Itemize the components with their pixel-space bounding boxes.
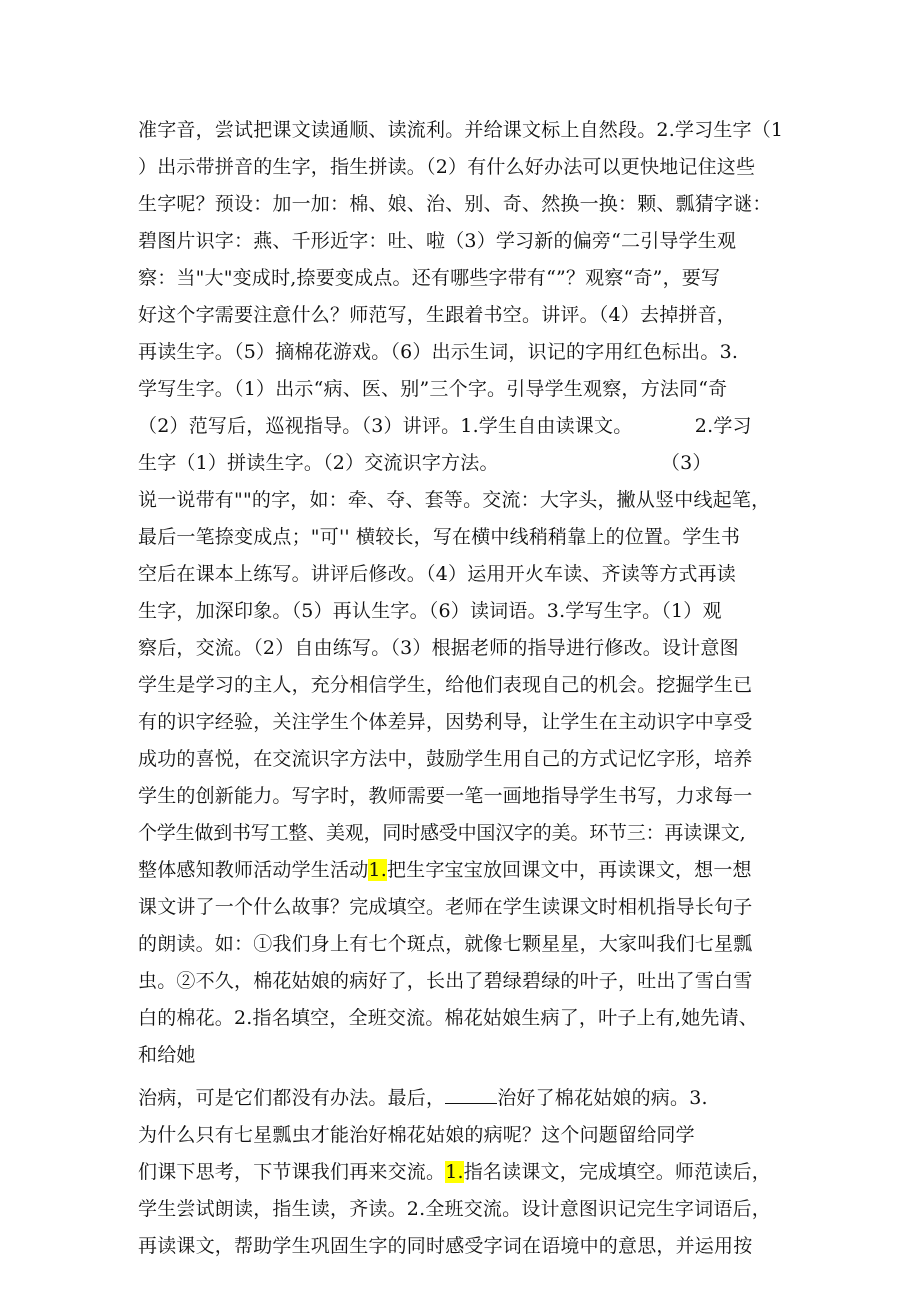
fill-in-blank bbox=[445, 1087, 497, 1104]
text-line: 最后一笔捺变成点；"可'' 横较长，写在横中线稍稍靠上的位置。学生书 bbox=[138, 526, 741, 548]
text-line: 有的识字经验，关注学生个体差异，因势利导，让学生在主动识字中享受 bbox=[138, 711, 753, 733]
text-line: 碧图片识字：燕、千形近字：吐、啦（3）学习新的偏旁“二引导学生观 bbox=[138, 230, 737, 252]
text-line: 察后，交流。（2）自由练写。（3）根据老师的指导进行修改。设计意图 bbox=[138, 637, 739, 659]
text-line: 学生的创新能力。写字时，教师需要一笔一画地指导学生书写，力求每一 bbox=[138, 785, 753, 807]
text-segment: 把生字宝宝放回课文中，再读课文，想一想 bbox=[386, 859, 752, 881]
text-line: 虫。②不久，棉花姑娘的病好了，长出了碧绿碧绿的叶子，吐出了雪白雪 bbox=[138, 970, 753, 992]
text-line: 察：当"大"变成时,捺要变成点。还有哪些字带有“”？观察“奇”，要写 bbox=[138, 267, 721, 289]
text-segment: 整体感知教师活动学生活动 bbox=[138, 859, 369, 881]
text-line: 白的棉花。2.指名填空，全班交流。棉花姑娘生病了，叶子上有,她先请、 bbox=[138, 1007, 758, 1029]
text-line-highlighted bbox=[138, 1154, 798, 1191]
text-line: 个学生做到书写工整、美观，同时感受中国汉字的美。环节三：再读课文, bbox=[138, 822, 746, 844]
text-segment: 们课下思考，下节课我们再来交流。 bbox=[138, 1161, 446, 1183]
text-segment: 治病，可是它们都没有办法。最后， bbox=[138, 1087, 446, 1109]
highlight-mark: 1. bbox=[445, 1161, 464, 1183]
text-line: 生字，加深印象。（5）再认生字。（6）读词语。3.学写生字。（1）观 bbox=[138, 600, 722, 622]
text-line: 课文讲了一个什么故事？完成填空。老师在学生读课文时相机指导长句子 bbox=[138, 896, 753, 918]
text-line: 准字音，尝试把课文读通顺、读流利。并给课文标上自然段。2.学习生字（1 bbox=[138, 119, 784, 141]
text-line: （2）范写后，巡视指导。（3）讲评。1.学生自由读课文。 2.学习 bbox=[138, 415, 752, 437]
text-line: 学写生字。（1）出示“病、医、别”三个字。引导学生观察，方法同“奇 bbox=[138, 378, 728, 400]
text-line: 说一说带有""的字，如：牵、夺、套等。交流：大字头，撇从竖中线起笔， bbox=[138, 489, 771, 511]
text-line: 学生尝试朗读，指生读，齐读。2.全班交流。设计意图识记完生字词语后， bbox=[138, 1198, 771, 1220]
document-body bbox=[138, 112, 798, 1265]
text-line-with-blank bbox=[138, 1080, 798, 1117]
text-line: 好这个字需要注意什么？师范写，生跟着书空。讲评。（4）去掉拼音， bbox=[138, 304, 736, 326]
text-line: 再读课文，帮助学生巩固生字的同时感受字词在语境中的意思，并运用按 bbox=[138, 1235, 753, 1257]
text-line: 学生是学习的主人，充分相信学生，给他们表现自己的机会。挖掘学生已 bbox=[138, 674, 753, 696]
text-line: ）出示带拼音的生字，指生拼读。（2）有什么好办法可以更快地记住这些 bbox=[138, 156, 756, 178]
text-line: 为什么只有七星瓢虫才能治好棉花姑娘的病呢？这个问题留给同学 bbox=[138, 1124, 695, 1146]
text-line: 的朗读。如：①我们身上有七个斑点，就像七颗星星，大家叫我们七星瓢 bbox=[138, 933, 753, 955]
text-segment: 治好了棉花姑娘的病。3. bbox=[497, 1087, 708, 1109]
text-line: 和给她 bbox=[138, 1044, 196, 1066]
text-line: 成功的喜悦，在交流识字方法中，鼓励学生用自己的方式记忆字形，培养 bbox=[138, 748, 753, 770]
highlight-mark: 1. bbox=[368, 859, 387, 881]
text-line: 再读生字。（5）摘棉花游戏。（6）出示生词，识记的字用红色标出。3. bbox=[138, 341, 739, 363]
text-segment: 指名读课文，完成填空。师范读后， bbox=[463, 1161, 771, 1183]
text-line: 生字呢？预设：加一加：棉、娘、治、别、奇、然换一换：颗、瓢猜字谜： bbox=[138, 193, 772, 215]
text-line: 空后在课本上练写。讲评后修改。（4）运用开火车读、齐读等方式再读 bbox=[138, 563, 736, 585]
text-line: 生字（1）拼读生字。（2）交流识字方法。 （3） bbox=[138, 452, 712, 474]
text-line-highlighted bbox=[138, 852, 798, 889]
